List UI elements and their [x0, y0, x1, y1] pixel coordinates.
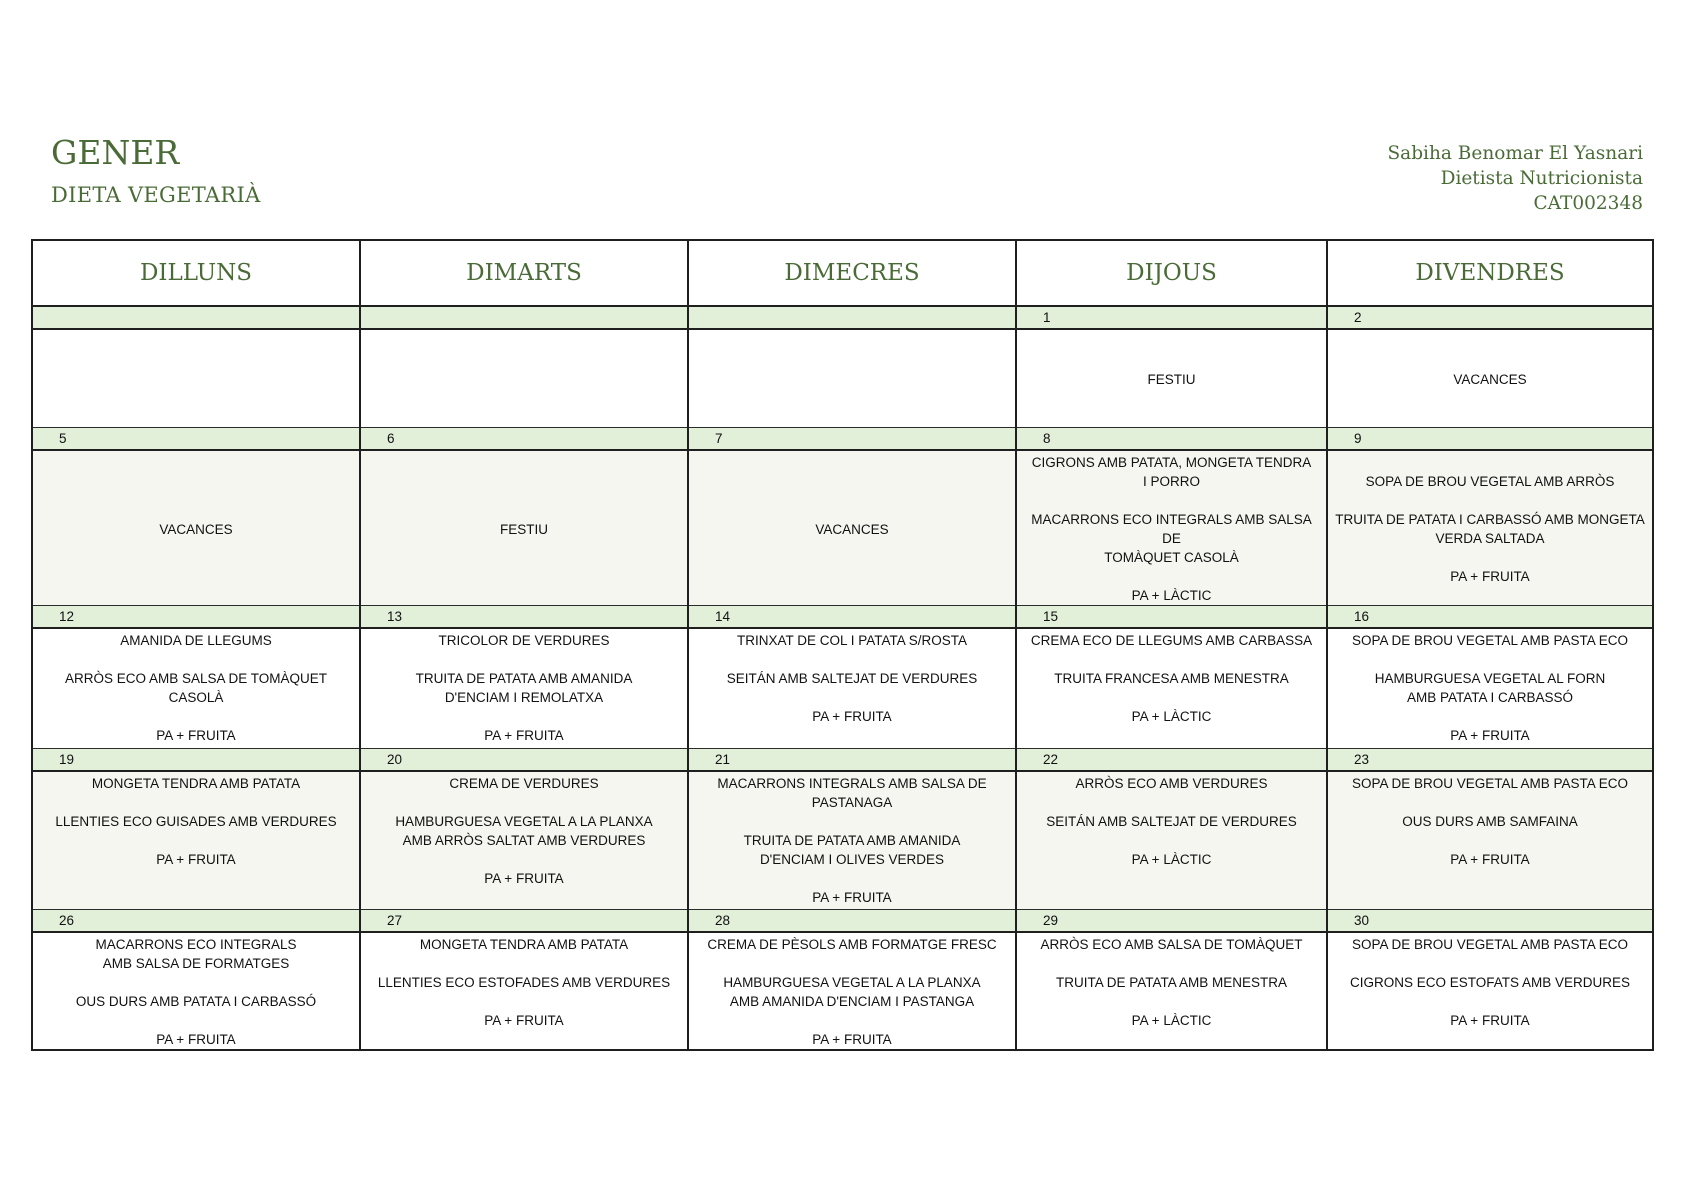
- menu-row: [32, 329, 1653, 428]
- menu-dish: MACARRONS INTEGRALS AMB SALSA DE PASTANAGA: [717, 776, 987, 810]
- author-profession: Dietista Nutricionista: [1440, 168, 1643, 189]
- menu-dish: SOPA DE BROU VEGETAL AMB ARRÒS: [1365, 474, 1615, 489]
- date-number: 23: [1327, 749, 1653, 772]
- menu-cell: [360, 932, 688, 1050]
- menu-dish: PA + FRUITA: [812, 1032, 892, 1047]
- month-title: GENER: [51, 133, 180, 172]
- weekday-header: DIMECRES: [688, 240, 1016, 306]
- menu-dish: SOPA DE BROU VEGETAL AMB PASTA ECO: [1351, 633, 1629, 648]
- author-name: Sabiha Benomar El Yasnari: [1387, 143, 1643, 164]
- menu-cell: [1016, 628, 1327, 749]
- date-number: 12: [32, 606, 360, 629]
- menu-dish: PA + LÀCTIC: [1131, 852, 1212, 867]
- date-number-row: [32, 606, 1653, 629]
- menu-cell: [688, 450, 1016, 606]
- menu-dish: PA + FRUITA: [484, 1013, 564, 1028]
- menu-dish: PA + FRUITA: [1450, 728, 1530, 743]
- menu-dish: MONGETA TENDRA AMB PATATA: [419, 937, 629, 952]
- author-block: [1388, 141, 1644, 216]
- menu-dish: AMANIDA DE LLEGUMS: [120, 633, 272, 648]
- date-number: 9: [1327, 428, 1653, 451]
- menu-row: [32, 450, 1653, 606]
- menu-dish: CIGRONS ECO ESTOFATS AMB VERDURES: [1349, 975, 1631, 990]
- menu-cell: [1327, 932, 1653, 1050]
- date-number: 26: [32, 910, 360, 933]
- date-number: [32, 306, 360, 329]
- date-number: 27: [360, 910, 688, 933]
- menu-dish: PA + FRUITA: [1450, 569, 1530, 584]
- date-number: 21: [688, 749, 1016, 772]
- menu-dish: SEITÁN AMB SALTEJAT DE VERDURES: [726, 671, 978, 686]
- menu-cell: [688, 932, 1016, 1050]
- menu-cell: [32, 628, 360, 749]
- menu-dish: TRUITA DE PATATA AMB AMANIDA D'ENCIAM I OLIVES VERDES: [743, 833, 961, 867]
- menu-dish: ARRÒS ECO AMB SALSA DE TOMÀQUET: [1040, 937, 1303, 952]
- date-number: 15: [1016, 606, 1327, 629]
- menu-dish: PA + FRUITA: [156, 852, 236, 867]
- menu-dish: PA + FRUITA: [484, 871, 564, 886]
- menu-dish: VACANCES: [815, 521, 889, 537]
- menu-cell: [1016, 329, 1327, 428]
- menu-dish: PA + LÀCTIC: [1131, 709, 1212, 724]
- date-number: 16: [1327, 606, 1653, 629]
- menu-cell: [688, 771, 1016, 910]
- menu-dish: PA + LÀCTIC: [1131, 1013, 1212, 1028]
- date-number: 14: [688, 606, 1016, 629]
- menu-cell: [1327, 771, 1653, 910]
- date-number: 19: [32, 749, 360, 772]
- menu-dish: VACANCES: [159, 521, 233, 537]
- menu-dish: FESTIU: [1147, 372, 1196, 387]
- menu-dish: PA + FRUITA: [1450, 1013, 1530, 1028]
- menu-cell: [1327, 628, 1653, 749]
- menu-dish: CIGRONS AMB PATATA, MONGETA TENDRA I PORRO: [1031, 455, 1312, 489]
- date-number-row: [32, 306, 1653, 329]
- menu-cell: [360, 771, 688, 910]
- date-number: 5: [32, 428, 360, 451]
- date-number: 6: [360, 428, 688, 451]
- menu-dish: FESTIU: [499, 521, 548, 537]
- menu-dish: PA + FRUITA: [156, 1032, 236, 1047]
- date-number-row: [32, 749, 1653, 772]
- menu-dish: ARRÒS ECO AMB VERDURES: [1075, 776, 1268, 791]
- menu-dish: HAMBURGUESA VEGETAL A LA PLANXA AMB ARRÒS SALTAT AMB VERDURES: [395, 814, 653, 848]
- menu-dish: MACARRONS ECO INTEGRALS AMB SALSA DE TOMÀQUET CASOLÀ: [1031, 512, 1312, 565]
- date-number-row: [32, 910, 1653, 933]
- date-number: 20: [360, 749, 688, 772]
- menu-dish: PA + LÀCTIC: [1131, 588, 1212, 603]
- menu-dish: CREMA ECO DE LLEGUMS AMB CARBASSA: [1030, 633, 1313, 648]
- title-block: [51, 133, 261, 207]
- date-number: 29: [1016, 910, 1327, 933]
- menu-dish: PA + FRUITA: [484, 728, 564, 743]
- menu-dish: HAMBURGUESA VEGETAL A LA PLANXA AMB AMANIDA D'ENCIAM I PASTANGA: [723, 975, 981, 1009]
- date-number: [360, 306, 688, 329]
- menu-row: [32, 628, 1653, 749]
- menu-dish: HAMBURGUESA VEGETAL AL FORN AMB PATATA I CARBASSÓ: [1374, 671, 1606, 705]
- date-number: 28: [688, 910, 1016, 933]
- menu-dish: PA + FRUITA: [156, 728, 236, 743]
- date-number: [688, 306, 1016, 329]
- date-number: 7: [688, 428, 1016, 451]
- menu-cell: [32, 450, 360, 606]
- menu-dish: TRINXAT DE COL I PATATA S/ROSTA: [736, 633, 968, 648]
- menu-dish: OUS DURS AMB SAMFAINA: [1402, 814, 1578, 829]
- menu-cell: [32, 932, 360, 1050]
- menu-dish: PA + FRUITA: [812, 890, 892, 905]
- menu-dish: TRICOLOR DE VERDURES: [438, 633, 610, 648]
- menu-dish: TRUITA DE PATATA AMB MENESTRA: [1055, 975, 1288, 990]
- menu-dish: MACARRONS ECO INTEGRALS AMB SALSA DE FORMATGES: [95, 937, 297, 971]
- menu-cell: [32, 771, 360, 910]
- weekday-header: DILLUNS: [32, 240, 360, 306]
- menu-dish: TRUITA DE PATATA I CARBASSÓ AMB MONGETA VERDA SALTADA: [1335, 512, 1645, 546]
- menu-cell: [688, 329, 1016, 428]
- date-number-row: [32, 428, 1653, 451]
- menu-dish: PA + FRUITA: [812, 709, 892, 724]
- menu-cell: [1327, 450, 1653, 606]
- weekday-header: DIJOUS: [1016, 240, 1327, 306]
- menu-row: [32, 932, 1653, 1050]
- menu-cell: [360, 450, 688, 606]
- weekday-header-row: [32, 240, 1653, 306]
- menu-cell: [1016, 932, 1327, 1050]
- diet-subtitle: DIETA VEGETARIÀ: [51, 183, 261, 207]
- menu-dish: PA + FRUITA: [1450, 852, 1530, 867]
- menu-dish: LLENTIES ECO ESTOFADES AMB VERDURES: [377, 975, 671, 990]
- menu-cell: [360, 628, 688, 749]
- menu-dish: CREMA DE PÈSOLS AMB FORMATGE FRESC: [707, 937, 997, 952]
- date-number: 8: [1016, 428, 1327, 451]
- menu-cell: [1327, 329, 1653, 428]
- menu-cell: [360, 329, 688, 428]
- menu-dish: SEITÁN AMB SALTEJAT DE VERDURES: [1046, 814, 1297, 829]
- menu-dish: SOPA DE BROU VEGETAL AMB PASTA ECO: [1351, 776, 1629, 791]
- date-number: 2: [1327, 306, 1653, 329]
- menu-dish: OUS DURS AMB PATATA I CARBASSÓ: [75, 994, 317, 1009]
- menu-dish: VACANCES: [1453, 372, 1527, 387]
- menu-cell: [1016, 771, 1327, 910]
- date-number: 13: [360, 606, 688, 629]
- menu-cell: [688, 628, 1016, 749]
- calendar-body: [32, 240, 1653, 1050]
- menu-calendar: [31, 239, 1654, 1051]
- menu-dish: LLENTIES ECO GUISADES AMB VERDURES: [55, 814, 337, 829]
- menu-cell: [32, 329, 360, 428]
- menu-dish: TRUITA DE PATATA AMB AMANIDA D'ENCIAM I REMOLATXA: [415, 671, 633, 705]
- weekday-header: DIVENDRES: [1327, 240, 1653, 306]
- menu-dish: SOPA DE BROU VEGETAL AMB PASTA ECO: [1351, 937, 1629, 952]
- menu-dish: TRUITA FRANCESA AMB MENESTRA: [1054, 671, 1289, 686]
- date-number: 30: [1327, 910, 1653, 933]
- author-code: CAT002348: [1533, 193, 1643, 214]
- menu-cell: [1016, 450, 1327, 606]
- menu-row: [32, 771, 1653, 910]
- weekday-header: DIMARTS: [360, 240, 688, 306]
- date-number: 22: [1016, 749, 1327, 772]
- menu-dish: MONGETA TENDRA AMB PATATA: [91, 776, 301, 791]
- menu-dish: CREMA DE VERDURES: [449, 776, 599, 791]
- menu-dish: ARRÒS ECO AMB SALSA DE TOMÀQUET CASOLÀ: [64, 671, 328, 705]
- date-number: 1: [1016, 306, 1327, 329]
